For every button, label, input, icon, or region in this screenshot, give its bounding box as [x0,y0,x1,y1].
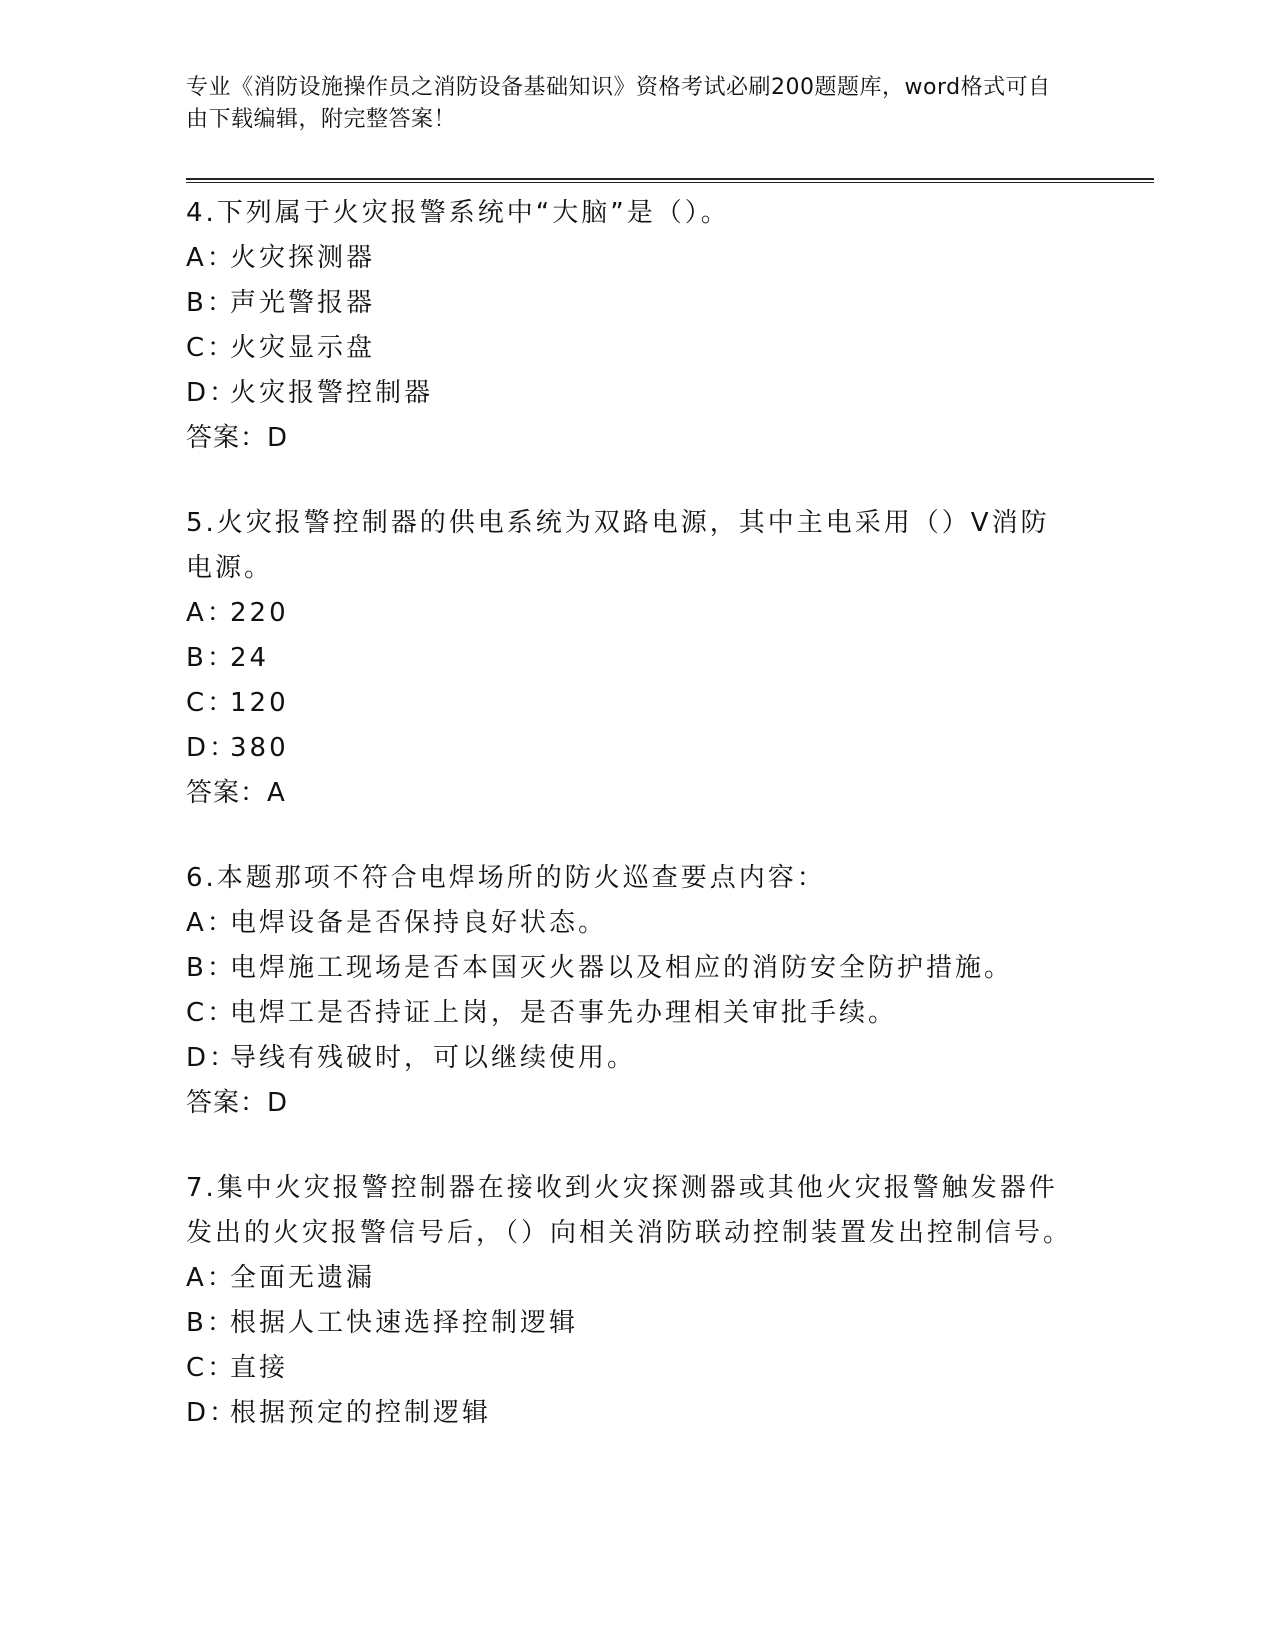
option-c [186,991,1154,1036]
option-text: 直接 [230,1353,289,1383]
option-text: 根据预定的控制逻辑 [230,1398,492,1428]
question-stem: 6.本题那项不符合电焊场所的防火巡查要点内容： [186,863,826,893]
option-text: 火灾报警控制器 [230,378,434,408]
option-key: C： [186,998,237,1028]
option-a [186,901,1154,946]
option-key: B： [186,643,236,673]
option-text: 电焊工是否持证上岗，是否事先办理相关审批手续。 [230,998,898,1028]
option-b [186,636,1154,681]
option-text: 24 [230,643,270,673]
option-d [186,1391,1154,1436]
document-header: 专业《消防设施操作员之消防设备基础知识》资格考试必刷200题题库，word格式可自由下载编辑，附完整答案！ [186,75,1051,132]
option-a [186,591,1154,636]
option-c [186,681,1154,726]
option-key: A： [186,908,236,938]
option-text: 380 [230,733,289,763]
option-text: 220 [230,598,289,628]
answer-line: 答案：A [186,778,286,808]
option-key: B： [186,1308,236,1338]
option-text: 根据人工快速选择控制逻辑 [230,1308,579,1338]
option-text: 全面无遗漏 [230,1263,376,1293]
option-key: C： [186,333,237,363]
option-text: 电焊设备是否保持良好状态。 [230,908,608,938]
option-key: D： [186,1398,239,1428]
answer-line: 答案：D [186,423,289,453]
question-item [186,191,1154,461]
question-list [186,191,1154,1436]
option-b [186,1301,1154,1346]
option-b [186,946,1154,991]
option-key: C： [186,688,237,718]
question-item [186,501,1154,816]
option-text: 导线有残破时，可以继续使用。 [230,1043,637,1073]
option-key: D： [186,1043,239,1073]
option-key: A： [186,598,236,628]
option-d [186,726,1154,771]
option-text: 电焊施工现场是否本国灭火器以及相应的消防安全防护措施。 [230,953,1014,983]
option-text: 火灾探测器 [230,243,376,273]
option-key: C： [186,1353,237,1383]
option-key: B： [186,953,236,983]
question-stem: 5.火灾报警控制器的供电系统为双路电源，其中主电采用（）V消防电源。 [186,508,1050,583]
answer-line: 答案：D [186,1088,289,1118]
option-text: 120 [230,688,289,718]
option-key: A： [186,1263,236,1293]
option-a [186,1256,1154,1301]
option-key: D： [186,378,239,408]
header-divider [186,178,1154,183]
option-a [186,236,1154,281]
option-b [186,281,1154,326]
question-stem: 7.集中火灾报警控制器在接收到火灾探测器或其他火灾报警触发器件发出的火灾报警信号后，（）向相关消防联动控制装置发出控制信号。 [186,1173,1073,1248]
question-stem: 4.下列属于火灾报警系统中“大脑”是（）。 [186,198,730,228]
option-c [186,326,1154,371]
question-item [186,1166,1154,1436]
option-d [186,371,1154,416]
option-text: 火灾显示盘 [230,333,376,363]
option-key: D： [186,733,239,763]
question-item [186,856,1154,1126]
option-c [186,1346,1154,1391]
option-key: B： [186,288,236,318]
option-d [186,1036,1154,1081]
option-key: A： [186,243,236,273]
option-text: 声光警报器 [230,288,376,318]
document-page [186,72,1154,1476]
